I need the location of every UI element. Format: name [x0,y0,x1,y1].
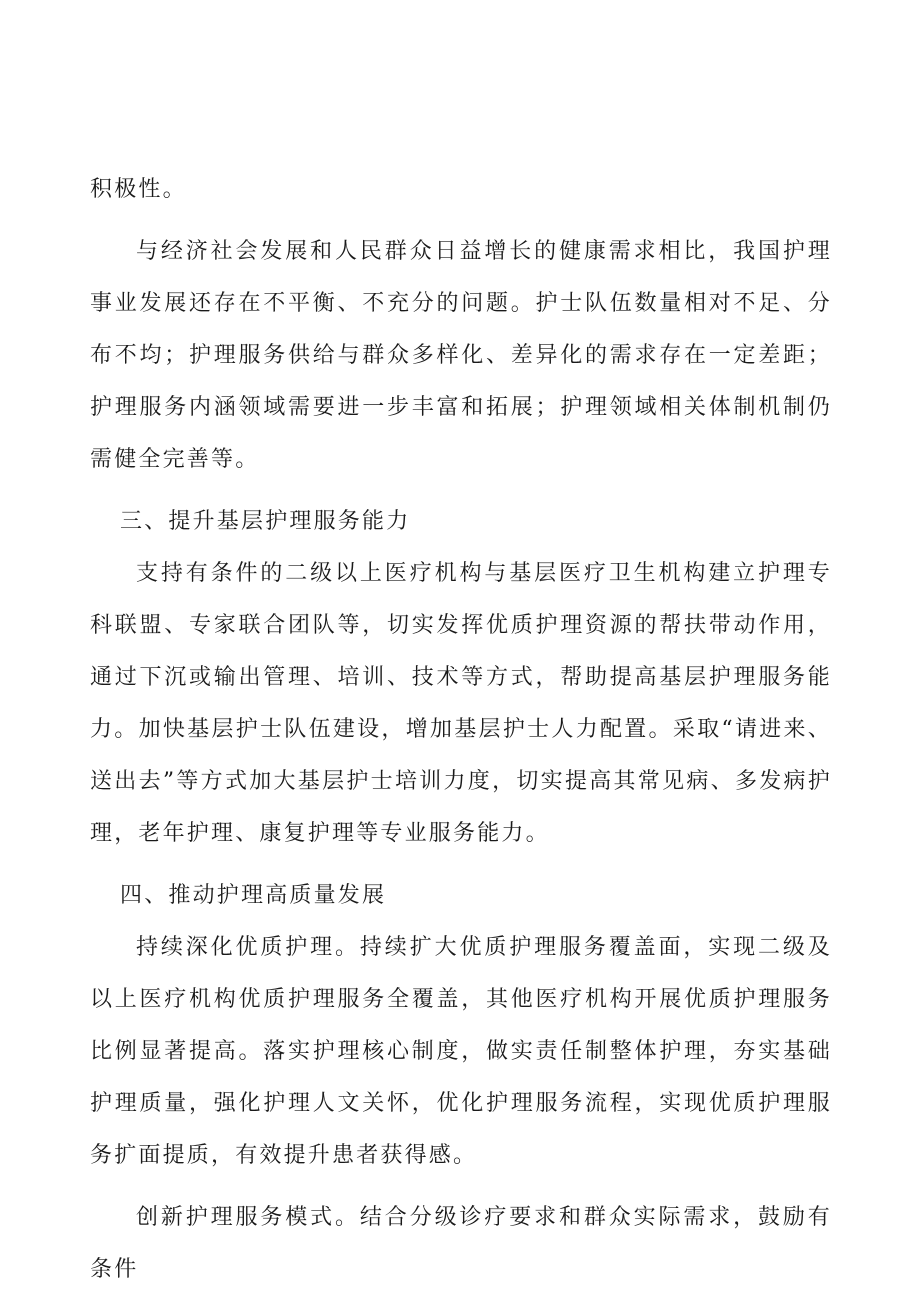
paragraph-innovation: 创新护理服务模式。结合分级诊疗要求和群众实际需求，鼓励有条件 [90,1205,832,1282]
document-body [90,164,832,1296]
paragraph-gap [90,860,832,870]
paragraph-quality-nursing: 持续深化优质护理。持续扩大优质护理服务覆盖面，实现二级及以上医疗机构优质护理服务全覆盖，其他医疗机构开展优质护理服务比例显著提高。落实护理核心制度，做实责任制整体护理，夯实基础护理质量，强化护理人文关怀，优化护理服务流程，实现优质护理服务扩面提质，有效提升患者获得感。 [90,935,832,1168]
section-heading-4: 四、推动护理高质量发展 [120,883,387,908]
paragraph-gap [90,1182,832,1192]
paragraph-gap [90,216,832,226]
paragraph-development-gap: 与经济社会发展和人民群众日益增长的健康需求相比，我国护理事业发展还存在不平衡、不充分的问题。护士队伍数量相对不足、分布不均；护理服务供给与群众多样化、差异化的需求存在一定差距；护理服务内涵领域需要进一步丰富和拓展；护理领域相关体制机制仍需健全完善等。 [90,239,832,472]
paragraph-grassroots-nursing: 支持有条件的二级以上医疗机构与基层医疗卫生机构建立护理专科联盟、专家联合团队等，切实发挥优质护理资源的帮扶带动作用，通过下沉或输出管理、培训、技术等方式，帮助提高基层护理服务能力。加快基层护士队伍建设，增加基层护士人力配置。采取“请进来、送出去”等方式加大基层护士培训力度，切实提高其常见病、多发病护理，老年护理、康复护理等专业服务能力。 [90,561,832,846]
paragraph-continuation: 积极性。 [90,177,187,202]
paragraph-gap [90,486,832,496]
section-heading-3: 三、提升基层护理服务能力 [120,509,411,534]
